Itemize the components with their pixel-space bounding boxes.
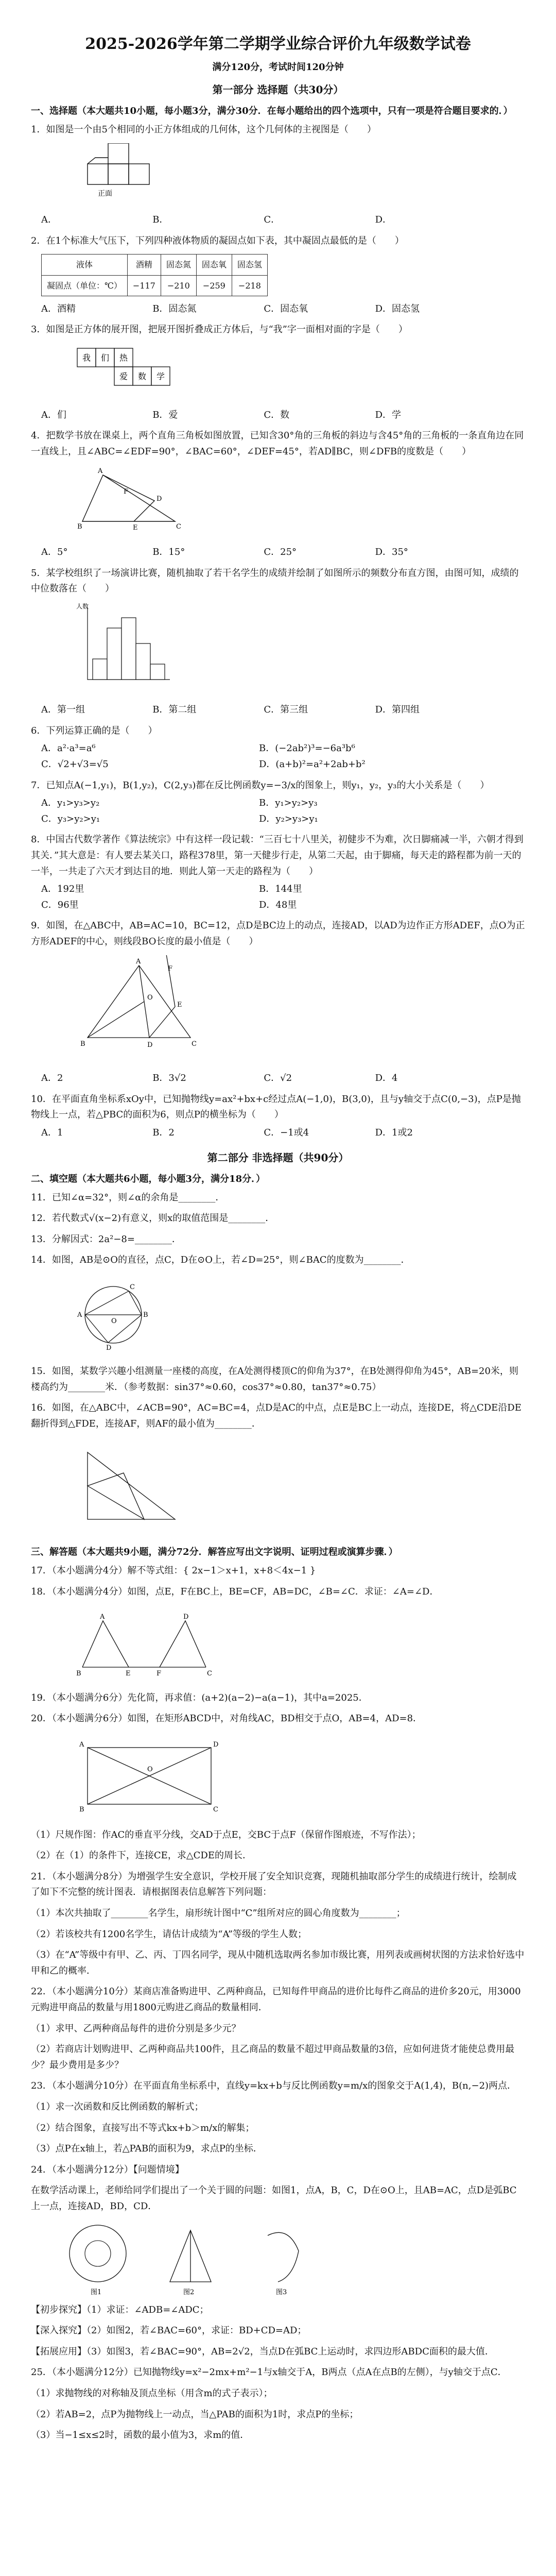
q5-bar: [150, 664, 165, 680]
question-8: [31, 832, 525, 913]
q8-option-b[interactable]: B．144里: [259, 884, 302, 895]
solve-25-2: （2）若AB=2，点P为抛物线上一动点，当△PAB的面积为1时，求点P的坐标；: [31, 2409, 359, 2420]
solve-22-1: （1）求甲、乙两种商品每件的进价分别是多少元？: [31, 2023, 241, 2034]
q3-cell: 热: [119, 352, 128, 363]
solve-19: 19．（本小题满分6分）先化简，再求值：(a+2)(a−2)−a(a−1)，其中a=2025．: [31, 1692, 368, 1703]
q2-option-b[interactable]: B．固态氮: [152, 303, 197, 314]
q5-ylabel: 人数: [76, 602, 89, 610]
q2-th: 酒精: [127, 255, 161, 275]
q16-figure: [72, 1442, 196, 1530]
q3-cell: 数: [137, 371, 147, 381]
solve-20-1: （1）尺规作图：作AC的垂直平分线，交AD于点E，交BC于点F（保留作图痕迹，不写作法）；: [31, 1829, 421, 1840]
q3-option-d[interactable]: D．学: [375, 409, 401, 420]
q20-rectangle-figure: [72, 1737, 227, 1815]
solve-24-context: 在数学活动课上，老师给同学们提出了一个关于圆的问题：如图1，点A，B，C，D在⊙O上，且AB=AC，点D是弧BC上一点，连接AD，BD，CD．: [31, 2185, 517, 2212]
q14-label: C: [130, 1283, 135, 1291]
solve-20-2: （2）在（1）的条件下，连接CE，求△CDE的周长．: [31, 1850, 252, 1861]
q5-bar: [136, 643, 150, 680]
q20-label: C: [213, 1805, 218, 1814]
q24-caption: 图2: [183, 2288, 195, 2296]
section-fill: [0, 1172, 556, 1538]
q2-option-a[interactable]: A．酒精: [41, 303, 76, 314]
q1-option-b[interactable]: B．: [152, 214, 169, 226]
q5-option-b[interactable]: B．第二组: [152, 704, 197, 716]
q5-bar: [93, 659, 107, 680]
q9-label: B: [80, 1040, 85, 1048]
q1-option-a[interactable]: A．: [41, 214, 57, 226]
fill-12: 12．若代数式√(x−2)有意义，则x的取值范围是________．: [31, 1213, 275, 1224]
question-3: [31, 322, 525, 423]
solve-25: 25．（本小题满分12分）已知抛物线y=x²−2mx+m²−1与x轴交于A，B两点（点A在点B的左侧），与y轴交于点C．: [31, 2367, 507, 2378]
q6-option-d[interactable]: D．(a+b)²=a²+2ab+b²: [259, 759, 366, 770]
q1-solid-figure: [72, 143, 175, 200]
q9-label: E: [177, 1001, 182, 1009]
q7-stem: 7．已知点A(−1,y₁)，B(1,y₂)，C(2,y₃)都在反比例函数y=−3/x的图象上，则y₁，y₂，y₃的大小关系是（ ）: [31, 779, 490, 791]
question-2: [31, 233, 525, 317]
q6-options: [41, 741, 525, 772]
part2-label: 第二部分 非选择题（共90分）: [207, 1151, 349, 1164]
q8-option-a[interactable]: A．192里: [41, 884, 84, 895]
q2-th: 固态氢: [232, 255, 267, 275]
q2-stem: 2．在1个标准大气压下，下列四种液体物质的凝固点如下表，其中凝固点最低的是（ ）: [31, 235, 404, 246]
q2-td: −259: [196, 275, 232, 296]
solve-21-2: （2）若该校共有1200名学生，请估计成绩为“A”等级的学生人数；: [31, 1928, 307, 1940]
q20-label: A: [79, 1740, 84, 1749]
q18-label: C: [207, 1669, 212, 1677]
q5-option-d[interactable]: D．第四组: [375, 704, 420, 716]
solve-25-1: （1）求抛物线的对称轴及顶点坐标（用含m的式子表示）；: [31, 2387, 273, 2399]
q9-label: F: [168, 964, 173, 973]
q5-options: [41, 702, 525, 718]
q2-table: [41, 254, 268, 296]
q24-figure-3: [247, 2220, 319, 2297]
q5-stem: 5．某学校组织了一场演讲比赛，随机抽取了若干名学生的成绩并绘制了如图所示的频数分布直方图，由图可知，成绩的中位数落在（ ）: [31, 567, 519, 595]
q20-label: B: [79, 1805, 84, 1814]
q4-option-d[interactable]: D．35°: [375, 546, 408, 557]
q1-front-label: 正面: [98, 189, 112, 198]
q8-stem: 8．中国古代数学著作《算法统宗》中有这样一段记载：“三百七十八里关，初健步不为难，次日脚痛减一半，六朝才得到其关．”其大意是：有人要去某关口，路程378里，第一天健步行走，从第二天起，由于脚痛，每天走的路程都为前一天的一半，一共走了六天才到达目的地．则此人第一天走的路程为（ ）: [31, 834, 524, 877]
q9-options: [41, 1071, 525, 1087]
q4-label: D: [157, 495, 162, 503]
q4-label: F: [124, 488, 129, 496]
q2-table-header: [42, 255, 268, 275]
fill-14: 14．如图，AB是⊙O的直径，点C，D在⊙O上，若∠D=25°，则∠BAC的度数为________．: [31, 1255, 410, 1266]
q8-option-c[interactable]: C．96里: [41, 899, 79, 910]
q14-label: A: [77, 1311, 82, 1319]
solve-24-3: 【拓展应用】（3）如图3，若∠BAC=90°，AB=2√2，当点D在弧BC上运动时，求四边形ABDC面积的最大值．: [31, 2346, 494, 2357]
q6-option-c[interactable]: C．√2+√3=√5: [41, 759, 109, 770]
solve-18: 18．（本小题满分4分）如图，点E，F在BC上，BE=CF，AB=DC，∠B=∠C．求证：∠A=∠D．: [31, 1586, 439, 1597]
q7-options: [41, 795, 525, 827]
q4-option-b[interactable]: B．15°: [152, 546, 185, 557]
q9-label: D: [147, 1041, 153, 1049]
question-1: [31, 122, 525, 228]
q10-option-b[interactable]: B．2: [152, 1127, 175, 1138]
q14-label: D: [106, 1344, 112, 1351]
q14-circle-figure: [72, 1279, 154, 1351]
solve-21: 21．（本小题满分8分）为增强学生安全意识，学校开展了安全知识竞赛，现随机抽取部分学生的成绩进行统计，绘制成了如下不完整的统计图表．请根据图表信息解答下列问题：: [31, 1871, 517, 1898]
q8-option-d[interactable]: D．48里: [259, 899, 297, 910]
question-4: [31, 428, 525, 560]
q9-label: O: [147, 993, 153, 1002]
q1-option-c[interactable]: C．: [264, 214, 281, 226]
q7-option-d[interactable]: D．y₂>y₃>y₁: [259, 813, 318, 824]
q2-option-d[interactable]: D．固态氢: [375, 303, 420, 314]
q18-figure: [72, 1611, 216, 1677]
q18-label: B: [76, 1669, 81, 1677]
q3-cell: 学: [156, 371, 165, 381]
q8-options: [41, 882, 525, 913]
q24-figures: [62, 2220, 525, 2297]
solve-24: 24．（本小题满分12分）【问题情境】: [31, 2164, 184, 2175]
q4-stem: 4．把数学书放在课桌上，两个直角三角板如图放置，已知含30°角的三角板的斜边与含45°角的三角板的一条直角边在同一直线上，且∠ABC=∠EDF=90°，∠BAC=60°，∠DEF=45°，若AD∥BC，则∠DFB的度数是（ ）: [31, 430, 524, 457]
q4-triangle-figure: [72, 465, 196, 532]
q3-cell: 们: [100, 352, 110, 363]
fill-11: 11．已知∠α=32°，则∠α的余角是________．: [31, 1192, 225, 1203]
q18-label: A: [100, 1613, 105, 1621]
q4-options: [41, 545, 525, 561]
q5-option-c[interactable]: C．第三组: [264, 704, 308, 716]
question-10: [31, 1092, 525, 1141]
section-fill-heading: 二、填空题（本大题共6小题，每小题3分，满分18分．）: [31, 1173, 266, 1184]
solve-25-3: （3）当−1≤x≤2时，函数的最小值为3，求m的值．: [31, 2430, 250, 2441]
q7-option-a[interactable]: A．y₁>y₃>y₂: [41, 798, 100, 809]
q2-th: 液体: [42, 255, 128, 275]
q3-option-b[interactable]: B．爱: [152, 409, 178, 420]
q4-label: A: [98, 467, 103, 476]
q5-option-a[interactable]: A．第一组: [41, 704, 85, 716]
exam-title: 2025-2026学年第二学期学业综合评价九年级数学试卷: [85, 35, 471, 53]
q9-label: A: [136, 957, 141, 965]
q9-option-a[interactable]: A．2: [41, 1073, 63, 1084]
q10-option-c[interactable]: C．−1或4: [264, 1127, 309, 1138]
solve-17: 17．（本小题满分4分）解不等式组：{ 2x−1＞x+1，x+8＜4x−1 }: [31, 1565, 316, 1577]
q5-bar: [121, 618, 136, 680]
q3-cell: 我: [82, 352, 91, 363]
q9-figure: [72, 955, 206, 1058]
q24-caption: 图3: [276, 2288, 287, 2296]
q3-option-c[interactable]: C．数: [264, 409, 290, 420]
q2-option-c[interactable]: C．固态氧: [264, 303, 308, 314]
q10-option-d[interactable]: D．1或2: [375, 1127, 413, 1138]
q4-label: E: [133, 524, 138, 532]
q9-label: C: [192, 1040, 197, 1048]
question-7: [31, 778, 525, 827]
fill-13: 13．分解因式：2a²−8=________．: [31, 1233, 181, 1245]
q3-cell: 爱: [119, 371, 128, 381]
q18-label: D: [183, 1613, 189, 1621]
q2-th: 固态氧: [196, 255, 232, 275]
q1-options: [41, 212, 525, 228]
q4-option-a[interactable]: A．5°: [41, 546, 68, 557]
exam-info: 满分120分，考试时间120分钟: [212, 62, 344, 73]
q3-option-a[interactable]: A．们: [41, 409, 66, 420]
q9-option-d[interactable]: D．4: [375, 1073, 398, 1084]
solve-23-1: （1）求一次函数和反比例函数的解析式；: [31, 2102, 204, 2112]
q20-label: D: [213, 1740, 219, 1749]
q6-option-b[interactable]: B．(−2ab²)³=−6a³b⁶: [259, 743, 355, 754]
question-5: [31, 566, 525, 718]
q2-td: −218: [232, 275, 267, 296]
q2-td: 凝固点（单位：℃）: [42, 275, 128, 296]
fill-16: 16．如图，在△ABC中，∠ACB=90°，AC=BC=4，点D是AC的中点，点E是BC上一动点，连接DE，将△CDE沿DE翻折得到△FDE，连接AF，则AF的最小值为________．: [31, 1402, 522, 1429]
q6-stem: 6．下列运算正确的是（ ）: [31, 725, 158, 736]
q9-option-c[interactable]: C．√2: [264, 1073, 292, 1084]
section-choice-heading: 一、选择题（本大题共10小题，每小题3分，满分30分．在每小题给出的四个选项中，只有一项是符合题目要求的．）: [31, 106, 513, 116]
solve-23-3: （3）点P在x轴上，若△PAB的面积为9，求点P的坐标．: [31, 2143, 263, 2155]
q2-table-row: [42, 275, 268, 296]
solve-23: 23．（本小题满分10分）在平面直角坐标系中，直线y=kx+b与反比例函数y=m/x的图象交于A(1,4)，B(n,−2)两点．: [31, 2080, 517, 2092]
q7-option-c[interactable]: C．y₃>y₂>y₁: [41, 813, 100, 824]
q24-figure-1: [62, 2220, 134, 2297]
q2-th: 固态氮: [161, 255, 196, 275]
solve-24-2: 【深入探究】（2）如图2，若∠BAC=60°，求证：BD+CD=AD；: [31, 2325, 307, 2336]
q2-td: −117: [127, 275, 161, 296]
q24-caption: 图1: [91, 2288, 102, 2296]
solve-24-1: 【初步探究】（1）求证：∠ADB=∠ADC；: [31, 2304, 209, 2315]
solve-20: 20．（本小题满分6分）如图，在矩形ABCD中，对角线AC，BD相交于点O，AB=4，AD=8．: [31, 1713, 423, 1724]
q7-option-b[interactable]: B．y₁>y₂>y₃: [259, 798, 318, 809]
q6-option-a[interactable]: A．a²·a³=a⁶: [41, 743, 96, 754]
q2-td: −210: [161, 275, 196, 296]
q18-label: E: [126, 1669, 131, 1677]
solve-22-2: （2）若商店计划购进甲、乙两种商品共100件，且乙商品的数量不超过甲商品数量的3倍，应如何进货才能使总费用最少？最少费用是多少？: [31, 2044, 515, 2071]
q10-option-a[interactable]: A．1: [41, 1127, 63, 1138]
fill-15: 15．如图，某数学兴趣小组测量一座楼的高度，在A处测得楼顶C的仰角为37°，在B处测得仰角为45°，AB=20米，则楼高约为________米．（参考数据：sin37°≈0.60，cos37°≈0.80，tan37°≈0.75）: [31, 1365, 518, 1393]
q3-options: [41, 408, 525, 423]
q20-label: O: [147, 1765, 153, 1773]
solve-21-3: （3）在“A”等级中有甲、乙、丙、丁四名同学，现从中随机选取两名参加市级比赛，用列表或画树状图的方法求恰好选中甲和乙的概率．: [31, 1950, 525, 1976]
q10-options: [41, 1125, 525, 1141]
q2-options: [41, 301, 525, 317]
q4-label: B: [77, 523, 82, 531]
solve-23-2: （2）结合图象，直接写出不等式kx+b＞m/x的解集；: [31, 2122, 255, 2133]
q5-histogram: [72, 602, 175, 690]
q14-label: B: [143, 1311, 148, 1319]
q24-figure-2: [154, 2220, 227, 2297]
q3-stem: 3．如图是正方体的展开图，把展开图折叠成正方体后，与“我”字一面相对面的字是（ ）: [31, 324, 408, 335]
part1-label: 第一部分 选择题（共30分）: [212, 83, 344, 96]
q18-label: F: [157, 1669, 162, 1677]
q1-stem: 1．如图是一个由5个相同的小正方体组成的几何体，这个几何体的主视图是（ ）: [31, 124, 376, 135]
section-solve: [0, 1545, 556, 2443]
solve-21-1: （1）本次共抽取了________名学生，扇形统计图中“C”组所对应的圆心角度数为________；: [31, 1908, 406, 1919]
q9-stem: 9．如图，在△ABC中，AB=AC=10，BC=12，点D是BC边上的动点，连接AD，以AD为边作正方形ADEF，点O为正方形ADEF的中心，则线段BO长度的最小值是（ ）: [31, 920, 525, 947]
section-solve-heading: 三、解答题（本大题共9小题，满分72分．解答应写出文字说明、证明过程或演算步骤．）: [31, 1547, 398, 1558]
q10-stem: 10．在平面直角坐标系xOy中，已知抛物线y=ax²+bx+c经过点A(−1,0)，B(3,0)，且与y轴交于点C(0,−3)，点P是抛物线上一点，若△PBC的面积为6，则点P的横坐标为（ ）: [31, 1093, 521, 1121]
question-6: [31, 723, 525, 773]
q5-bar: [107, 628, 121, 680]
q4-label: C: [176, 523, 181, 531]
q3-cube-net: [72, 343, 185, 395]
section-choice: [0, 104, 556, 1141]
q9-option-b[interactable]: B．3√2: [152, 1073, 186, 1084]
question-9: [31, 918, 525, 1086]
q14-label: O: [111, 1317, 117, 1325]
q1-option-d[interactable]: D．: [375, 214, 392, 226]
q4-option-c[interactable]: C．25°: [264, 546, 297, 557]
solve-22: 22．（本小题满分10分）某商店准备购进甲、乙两种商品，已知每件甲商品的进价比每件乙商品的进价多20元，用3000元购进甲商品的数量与用1800元购进乙商品的数量相同．: [31, 1986, 521, 2013]
